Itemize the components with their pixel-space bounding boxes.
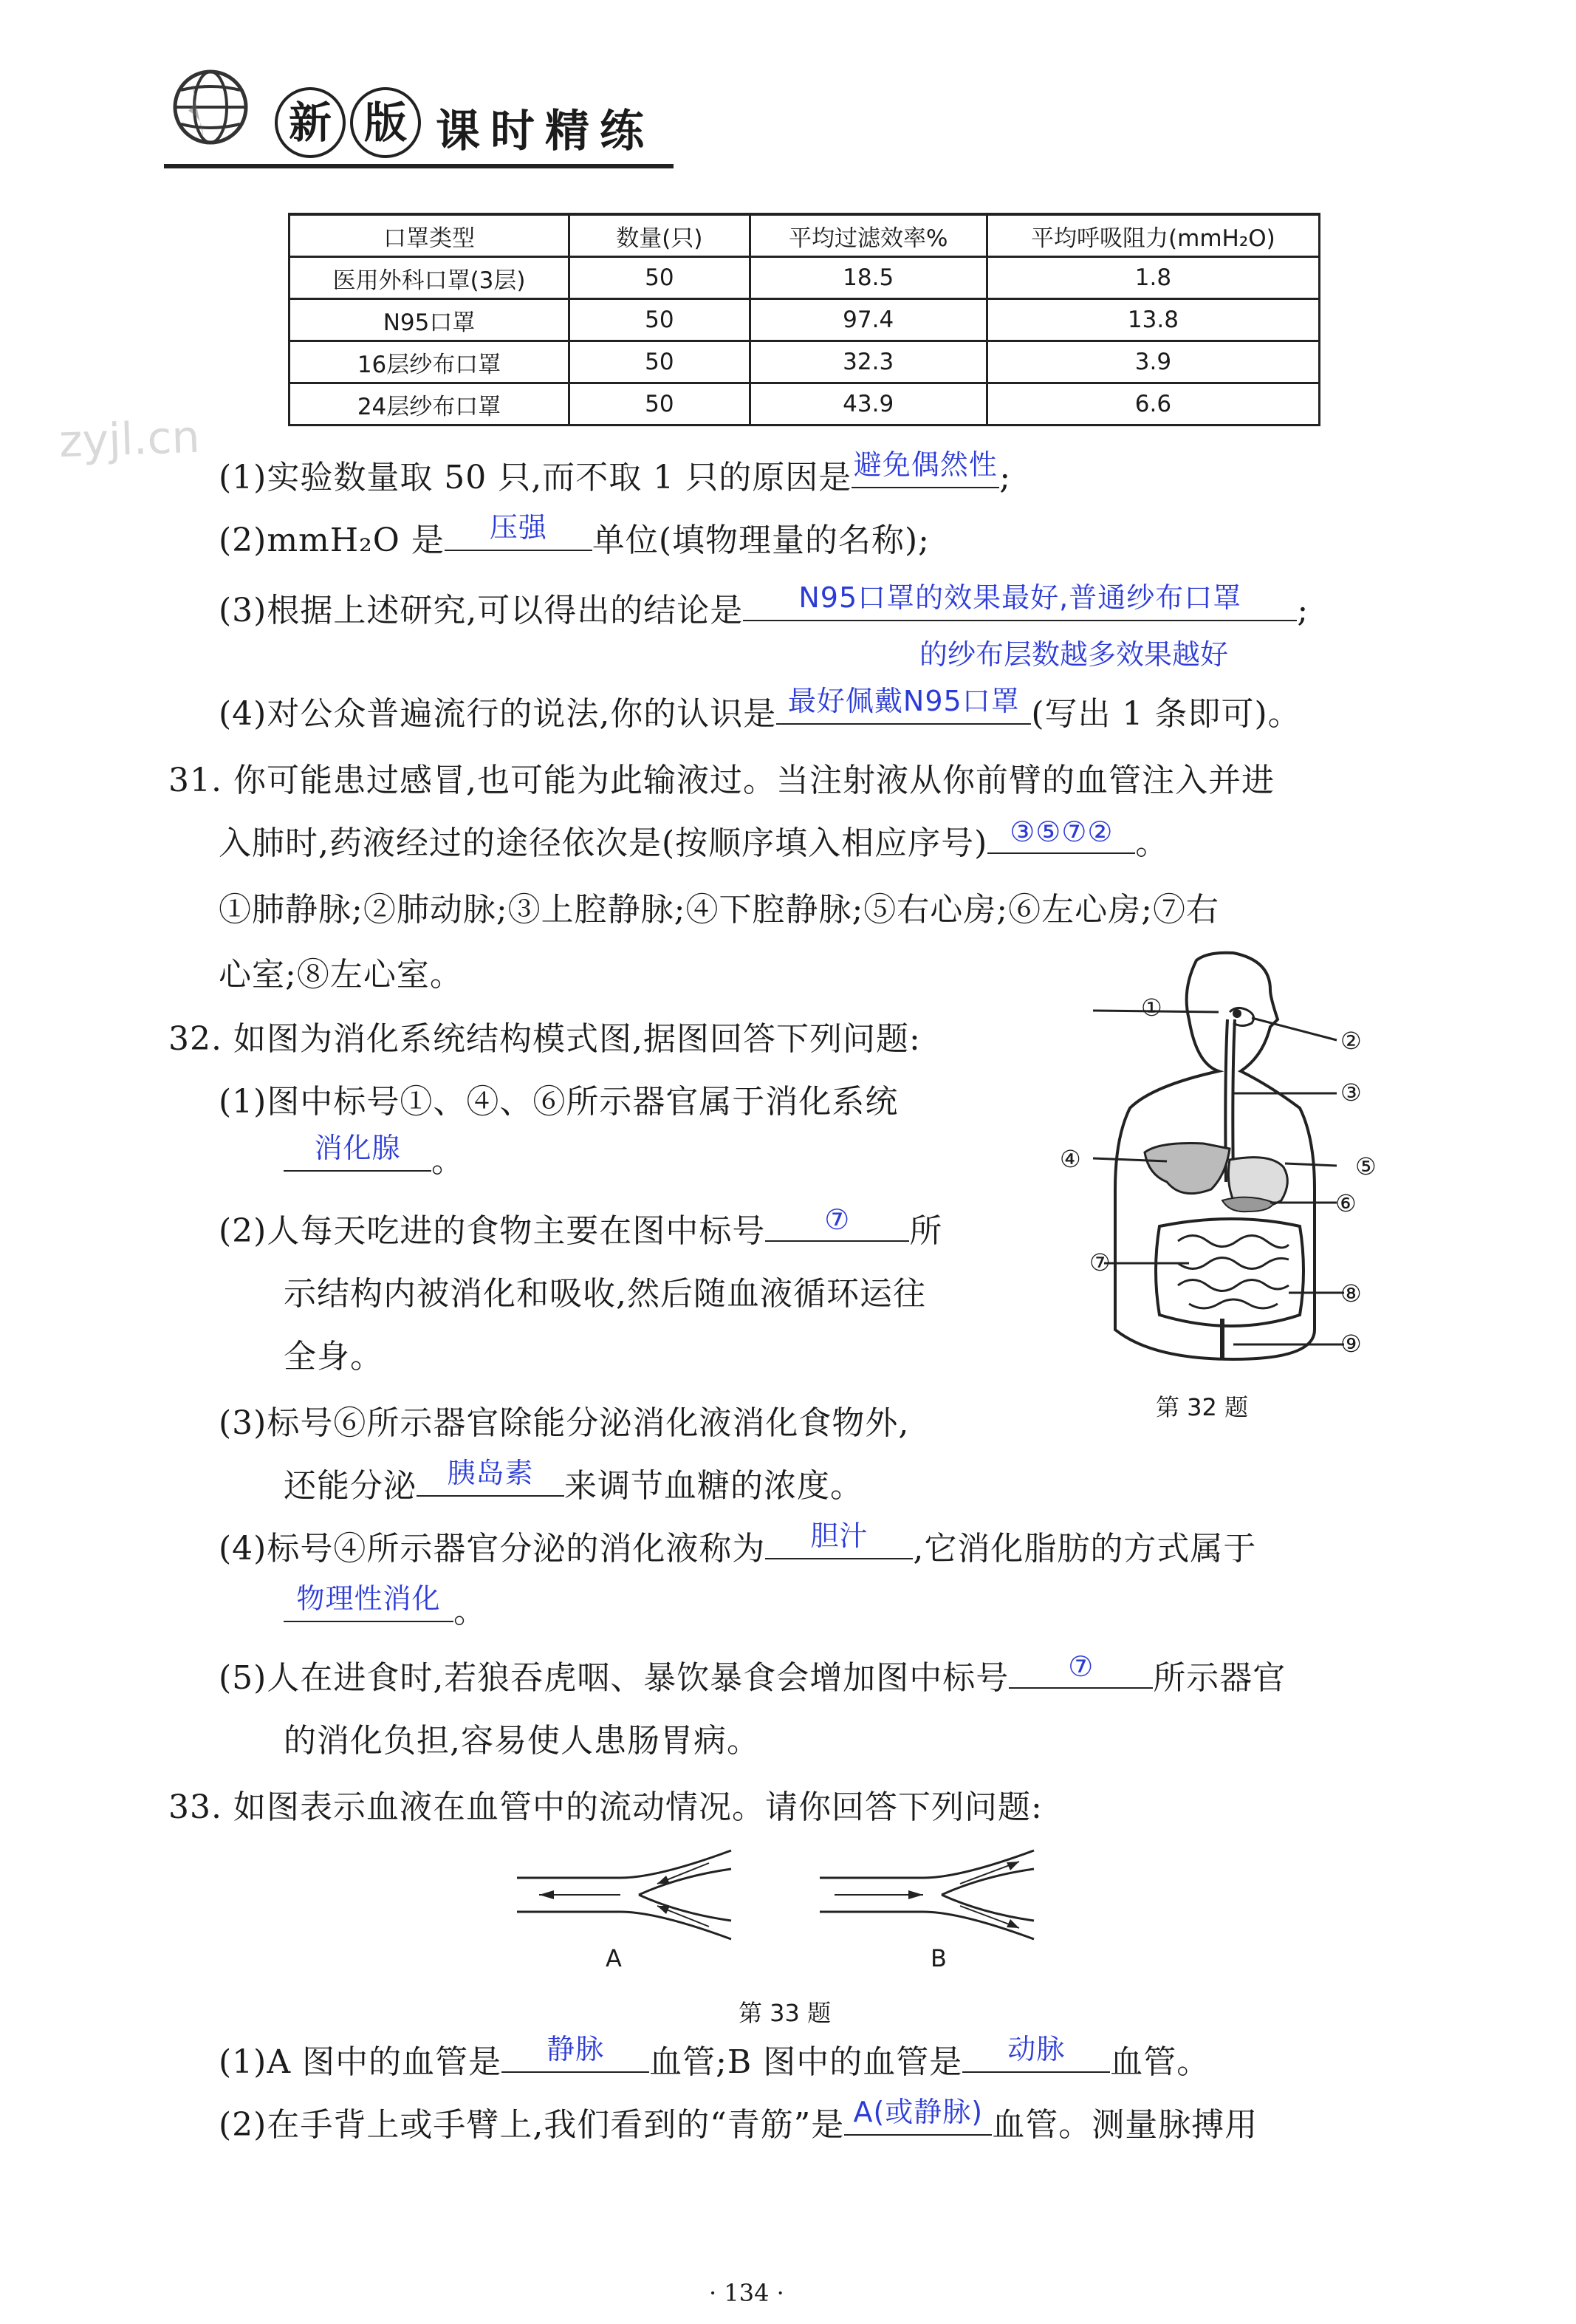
q32-part5 [219,1651,1286,1698]
q31-line2-text: 入肺时,药液经过的途径依次是(按顺序填入相应序号) [219,824,988,862]
figure-label: ⑦ [1089,1248,1111,1277]
table-cell: 32.3 [750,341,987,383]
q32-part2 [219,1204,942,1251]
figure-caption: 第 32 题 [1156,1393,1249,1421]
q30-part4 [219,687,1301,734]
table-cell: 13.8 [987,299,1319,341]
q30-part2-end: 单位(填物理量的名称); [592,522,930,559]
q32-part5-text: (5)人在进食时,若狼吞虎咽、暴饮暴食会增加图中标号 [219,1659,1010,1697]
header-new-badge: 新 [275,87,346,158]
q33-part2 [219,2098,1258,2145]
answer-blank[interactable] [852,448,999,488]
answer-blank[interactable] [284,1582,453,1622]
answer-blank[interactable] [417,1457,564,1497]
table-cell: 6.6 [987,383,1319,426]
handwritten-answer: 动脉 [1007,2033,1066,2065]
q32-stem: 32. 如图为消化系统结构模式图,据图回答下列问题: [168,1020,921,1058]
q30-part3-text: (3)根据上述研究,可以得出的结论是 [219,592,744,629]
handwritten-answer: 物理性消化 [296,1582,441,1615]
figure-label: ② [1340,1027,1362,1055]
table-cell: 97.4 [750,299,987,341]
table-header-cell: 数量(只) [569,214,750,257]
table-row [289,383,1320,426]
answer-blank[interactable] [1009,1650,1153,1689]
answer-blank[interactable] [987,818,1135,854]
table-row [289,341,1320,383]
q32-part4 [219,1522,1256,1569]
header-edition-badge: 版 [350,87,421,158]
table-row [289,299,1320,341]
figure-label: ⑥ [1335,1189,1357,1217]
table-cell: 43.9 [750,383,987,426]
q32-part3-line2 [284,1459,863,1506]
handwritten-answer: 消化腺 [314,1132,401,1164]
figure-caption: 第 33 题 [739,1999,832,2027]
table-cell: N95口罩 [289,299,569,341]
table-cell: 50 [569,383,750,426]
answer-blank[interactable] [765,1203,909,1242]
q33-part1 [219,2035,1210,2082]
table-cell: 18.5 [750,257,987,299]
q30-part3 [219,581,1309,631]
q32-part3: (3)标号⑥所示器官除能分泌消化液消化食物外, [219,1404,910,1442]
header-title: 课时精练 [436,106,654,157]
q32-part1-answer-line [284,1134,465,1181]
answer-blank[interactable] [743,581,1297,621]
mask-table [288,213,1320,426]
q30-part1 [219,448,1012,498]
table-cell: 50 [569,257,750,299]
q33-stem: 33. 如图表示血液在血管中的流动情况。请你回答下列问题: [168,1788,1043,1826]
table-cell: 24层纱布口罩 [289,383,569,426]
answer-blank[interactable] [501,2033,649,2073]
q32-part1: (1)图中标号①、④、⑥所示器官属于消化系统 [219,1083,899,1121]
answer-blank[interactable] [776,685,1031,725]
handwritten-answer: N95口罩的效果最好,普通纱布口罩 [798,581,1242,614]
figure-label: ⑤ [1355,1152,1377,1180]
globe-logo-icon [170,66,251,148]
q33-part1-end: 血管。 [1110,2043,1210,2081]
handwritten-answer: 胆汁 [810,1520,868,1552]
q33-part1-mid: 血管;B 图中的血管是 [649,2043,963,2081]
answer-blank[interactable] [844,2096,992,2136]
handwritten-answer: 胰岛素 [447,1457,534,1489]
table-header-cell: 平均过滤效率% [750,214,987,257]
q32-part4-line2 [284,1582,487,1632]
q31-line4: 心室;⑧左心室。 [219,956,463,994]
handwritten-answer: 避免偶然性 [853,448,998,481]
figure-label-b: B [931,1944,947,1972]
figure-label: ④ [1060,1145,1081,1173]
q32-part4-end: ,它消化脂肪的方式属于 [913,1530,1257,1568]
handwritten-answer: 静脉 [547,2033,605,2065]
table-header-cell: 口罩类型 [289,214,569,257]
q31-line2 [219,816,1168,864]
handwritten-answer: 最好佩戴N95口罩 [787,685,1020,717]
handwritten-answer: ⑦ [824,1203,851,1236]
q30-part4-end: (写出 1 条即可)。 [1031,695,1301,733]
q30-part1-end: ; [999,459,1012,496]
answer-blank[interactable] [765,1520,913,1559]
q32-part5-line2: 的消化负担,容易使人患肠胃病。 [284,1722,760,1760]
handwritten-answer: A(或静脉) [853,2096,984,2128]
table-cell: 50 [569,341,750,383]
q30-part2 [219,513,930,561]
q30-part4-text: (4)对公众普遍流行的说法,你的认识是 [219,695,777,733]
q32-part2-line3: 全身。 [284,1338,383,1375]
figure-label-a: A [606,1944,622,1972]
q31-line3: ①肺静脉;②肺动脉;③上腔静脉;④下腔静脉;⑤右心房;⑥左心房;⑦右 [219,891,1219,929]
handwritten-answer: 压强 [489,511,547,544]
table-header-cell: 平均呼吸阻力(mmH₂O) [987,214,1319,257]
q31-line1: 31. 你可能患过感冒,也可能为此输液过。当注射液从你前臂的血管注入并进 [168,762,1275,799]
q31-line2-end: 。 [1135,824,1169,862]
q30-part3-end: ; [1297,592,1309,629]
handwritten-answer: ③⑤⑦② [1010,816,1114,848]
figure-label: ⑧ [1340,1279,1362,1308]
table-cell: 16层纱布口罩 [289,341,569,383]
q33-part2-end: 血管。测量脉搏用 [992,2106,1258,2144]
page-number: · 134 · [709,2279,784,2307]
q32-part5-end: 所示器官 [1153,1659,1287,1697]
q33-part2-text: (2)在手背上或手臂上,我们看到的“青筋”是 [219,2106,845,2144]
table-row [289,257,1320,299]
q32-part3-end: 来调节血糖的浓度。 [564,1467,863,1505]
q30-part2-text: (2)mmH₂O 是 [219,522,445,559]
blood-vessel-figure [510,1847,1041,1943]
q32-part2-line2: 示结构内被消化和吸收,然后随血液循环运往 [284,1275,926,1313]
q32-part4-end2: 。 [453,1593,487,1630]
answer-blank[interactable] [284,1132,431,1172]
figure-label: ⑨ [1340,1330,1362,1358]
q32-part2-end: 所 [909,1212,943,1250]
answer-blank[interactable] [962,2033,1110,2073]
q30-part1-text: (1)实验数量取 50 只,而不取 1 只的原因是 [219,459,852,496]
q32-part3-text: 还能分泌 [284,1467,417,1505]
header-rule [164,164,674,168]
handwritten-answer-cont: 的纱布层数越多效果越好 [919,638,1229,671]
watermark: zyjl.cn [58,411,201,468]
q32-part2-text: (2)人每天吃进的食物主要在图中标号 [219,1212,766,1250]
table-cell: 3.9 [987,341,1319,383]
q32-part4-text: (4)标号④所示器官分泌的消化液称为 [219,1530,766,1568]
figure-label: ① [1141,994,1162,1022]
table-header-row [289,214,1320,257]
table-cell: 医用外科口罩(3层) [289,257,569,299]
handwritten-answer: ⑦ [1068,1650,1094,1683]
q32-part1-end: 。 [431,1142,465,1180]
q33-part1-text: (1)A 图中的血管是 [219,2043,502,2081]
table-cell: 50 [569,299,750,341]
figure-label: ③ [1340,1079,1362,1107]
table-cell: 1.8 [987,257,1319,299]
answer-blank[interactable] [445,511,592,551]
